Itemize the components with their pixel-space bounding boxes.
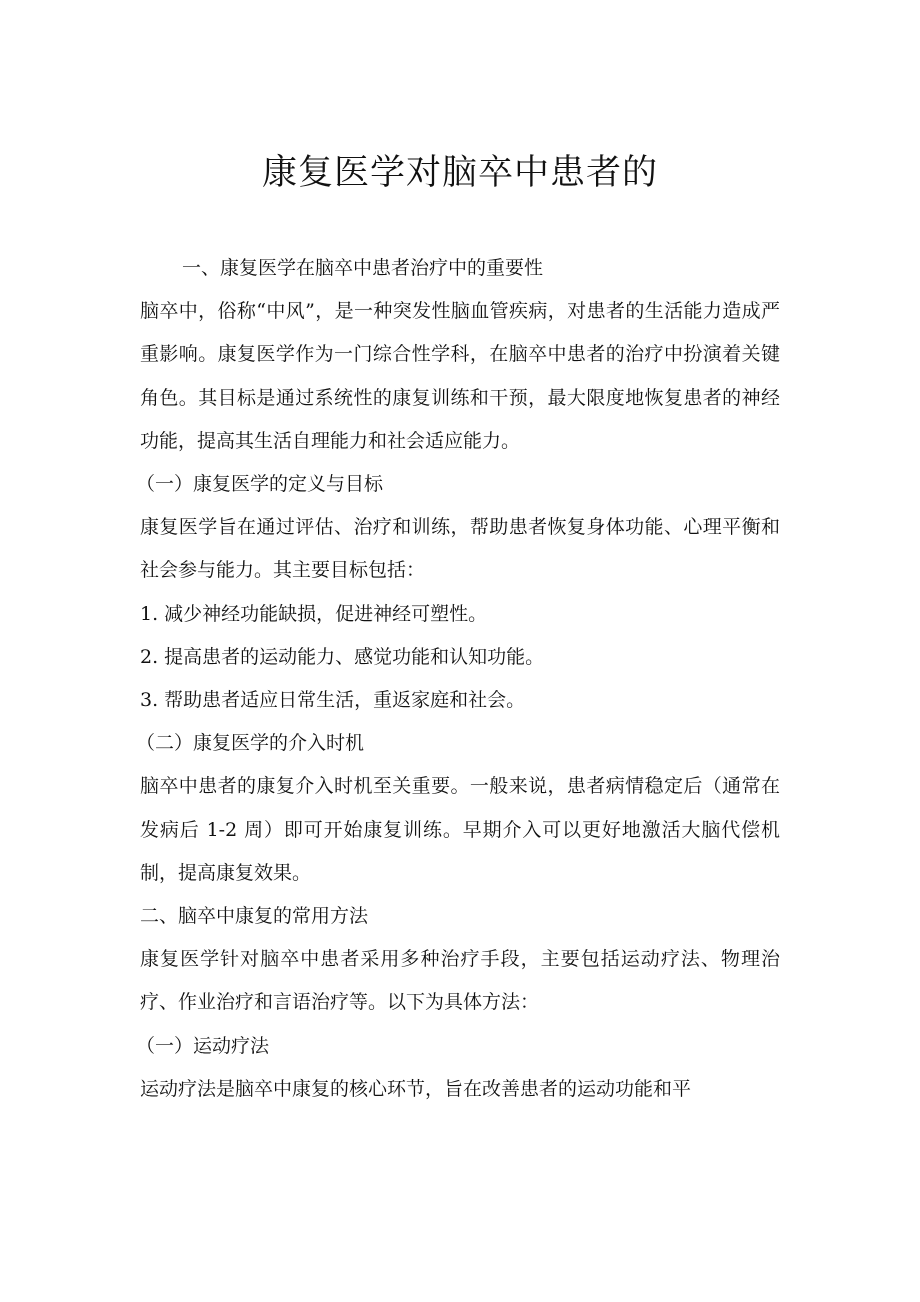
paragraph-stroke-intro: 脑卒中，俗称“中风”，是一种突发性脑血管疾病，对患者的生活能力造成严重影响。康复医学作为一门综合性学科，在脑卒中患者的治疗中扮演着关键角色。其目标是通过系统性的康复训练和干预，最大限度地恢复患者的神经功能，提高其生活自理能力和社会适应能力。 — [140, 300, 780, 452]
section-heading-1: 一、康复医学在脑卒中患者治疗中的重要性 — [182, 257, 544, 279]
paragraph-definition: 康复医学旨在通过评估、治疗和训练，帮助患者恢复身体功能、心理平衡和社会参与能力。其主要目标包括： — [140, 516, 780, 582]
subsection-heading-exercise: （一）运动疗法 — [136, 1034, 270, 1057]
list-item-2: 2. 提高患者的运动能力、感觉功能和认知功能。 — [140, 645, 545, 668]
subsection-heading-timing: （二）康复医学的介入时机 — [136, 732, 365, 755]
paragraph-exercise: 运动疗法是脑卒中康复的核心环节，旨在改善患者的运动功能和平 — [140, 1077, 692, 1100]
list-item-1: 1. 减少神经功能缺损，促进神经可塑性。 — [140, 602, 488, 625]
section-heading-2: 二、脑卒中康复的常用方法 — [140, 905, 369, 928]
document-body — [136, 247, 780, 1111]
paragraph-methods: 康复医学针对脑卒中患者采用多种治疗手段，主要包括运动疗法、物理治疗、作业治疗和言语治疗等。以下为具体方法： — [140, 948, 780, 1014]
document-title: 康复医学对脑卒中患者的 — [261, 153, 658, 193]
subsection-heading-definition: （一）康复医学的定义与目标 — [136, 473, 384, 496]
list-item-3: 3. 帮助患者适应日常生活，重返家庭和社会。 — [140, 689, 526, 712]
paragraph-timing: 脑卒中患者的康复介入时机至关重要。一般来说，患者病情稳定后（通常在发病后 1-2 周）即可开始康复训练。早期介入可以更好地激活大脑代偿机制，提高康复效果。 — [140, 775, 780, 884]
